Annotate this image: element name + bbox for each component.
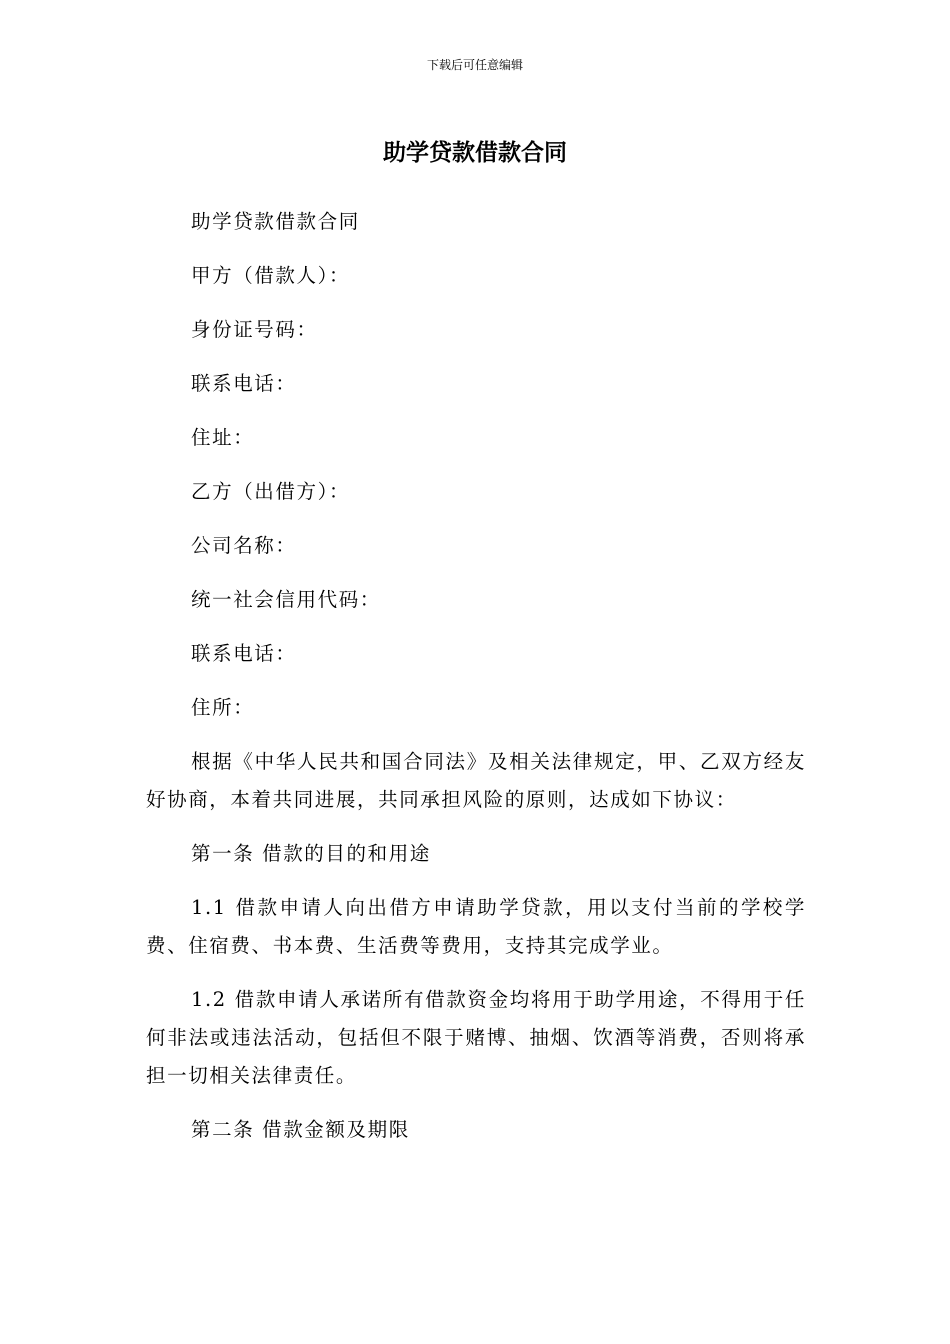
party-a-address-label: 住址：: [191, 426, 255, 449]
paragraph-heading-repeat: 助学贷款借款合同: [191, 210, 360, 233]
clause-1-1: 1.1 借款申请人向出借方申请助学贷款，用以支付当前的学校学费、住宿费、书本费、生活费等费用，支持其完成学业。: [146, 896, 806, 957]
document-title: 助学贷款借款合同: [383, 140, 567, 166]
party-b-phone-label: 联系电话：: [191, 642, 297, 665]
party-b-company-label: 公司名称：: [191, 534, 297, 557]
party-b-label: 乙方（出借方）：: [191, 480, 351, 503]
party-a-id-label: 身份证号码：: [191, 318, 318, 341]
party-b-address-label: 住所：: [191, 696, 255, 719]
header-note: 下载后可任意编辑: [426, 58, 523, 72]
article-2-heading: 第二条 借款金额及期限: [191, 1118, 410, 1141]
document-body: [146, 203, 806, 1165]
preamble-paragraph: 根据《中华人民共和国合同法》及相关法律规定，甲、乙双方经友好协商，本着共同进展，共同承担风险的原则，达成如下协议：: [146, 750, 806, 811]
clause-1-2: 1.2 借款申请人承诺所有借款资金均将用于助学用途，不得用于任何非法或违法活动，包括但不限于赌博、抽烟、饮酒等消费，否则将承担一切相关法律责任。: [146, 988, 806, 1087]
article-1-heading: 第一条 借款的目的和用途: [191, 842, 431, 865]
party-a-phone-label: 联系电话：: [191, 372, 297, 395]
party-a-label: 甲方（借款人）：: [191, 264, 351, 287]
party-b-credit-code-label: 统一社会信用代码：: [191, 588, 381, 611]
